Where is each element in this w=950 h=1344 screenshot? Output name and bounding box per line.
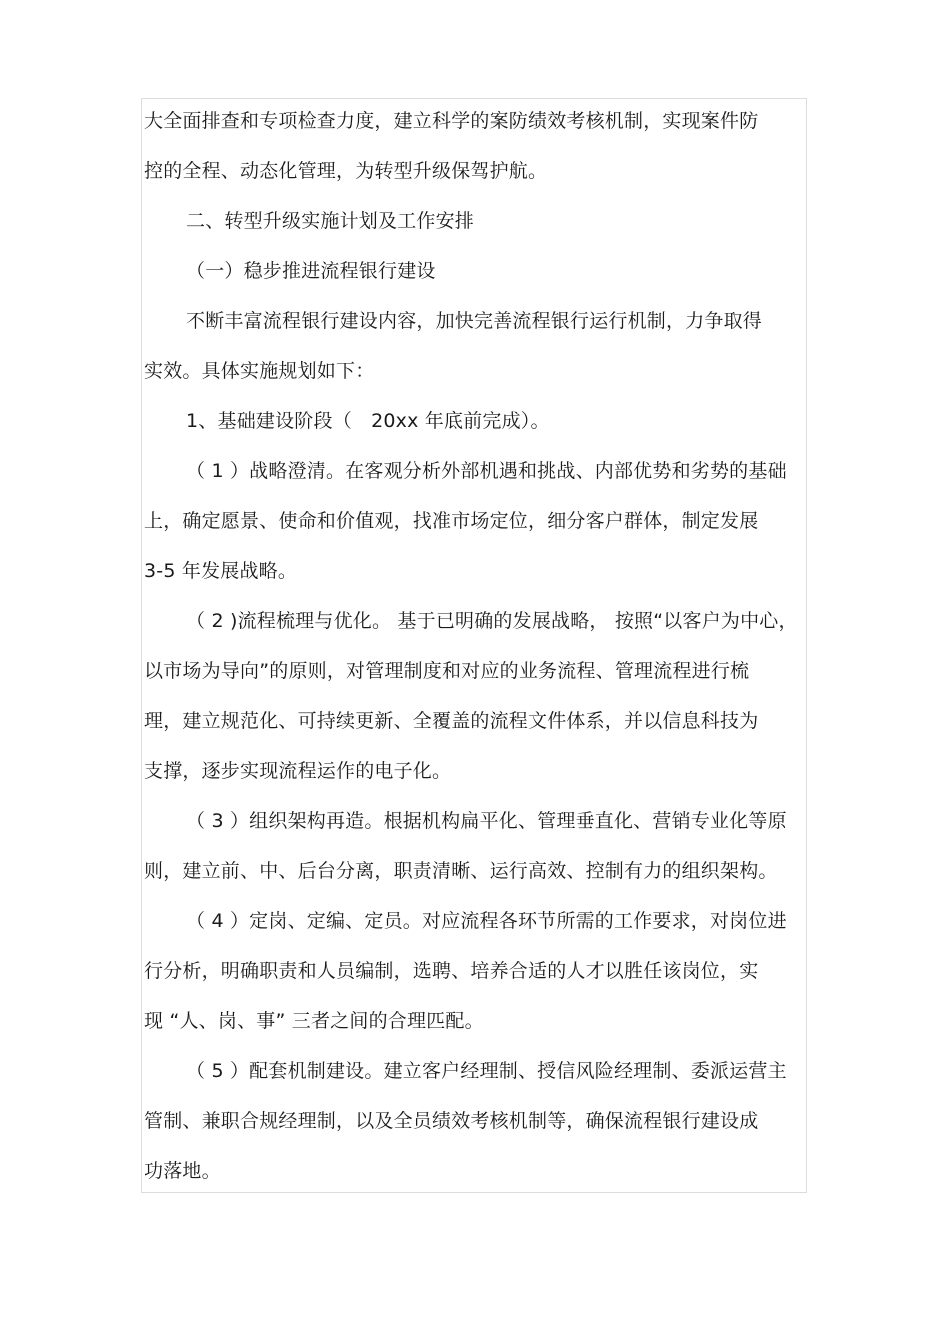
text-line: 管制、兼职合规经理制，以及全员绩效考核机制等，确保流程银行建设成 [144, 1110, 759, 1132]
text-line: 理，建立规范化、可持续更新、全覆盖的流程文件体系，并以信息科技为 [144, 710, 759, 732]
text-line: 行分析，明确职责和人员编制，选聘、培养合适的人才以胜任该岗位，实 [144, 960, 759, 982]
text-line: （ 1 ）战略澄清。在客观分析外部机遇和挑战、内部优势和劣势的基础 [186, 460, 787, 482]
text-line: 支撑，逐步实现流程运作的电子化。 [144, 760, 452, 782]
text-line: （ 3 ）组织架构再造。根据机构扁平化、管理垂直化、营销专业化等原 [186, 810, 787, 832]
stage-heading: 1、基础建设阶段（ 20xx 年底前完成）。 [186, 410, 550, 432]
text-line: 则，建立前、中、后台分离，职责清晰、运行高效、控制有力的组织架构。 [144, 860, 778, 882]
text-line: 现 “人、岗、事” 三者之间的合理匹配。 [144, 1010, 484, 1032]
text-line: 功落地。 [144, 1160, 221, 1182]
section-heading: 二、转型升级实施计划及工作安排 [186, 210, 475, 232]
text-line: 实效。具体实施规划如下： [144, 360, 375, 382]
text-line: 大全面排查和专项检查力度，建立科学的案防绩效考核机制，实现案件防 [144, 110, 759, 132]
text-line: 3-5 年发展战略。 [144, 560, 298, 582]
text-line: 控的全程、动态化管理，为转型升级保驾护航。 [144, 160, 548, 182]
text-line: 以市场为导向”的原则，对管理制度和对应的业务流程、管理流程进行梳 [144, 660, 750, 682]
text-line: 上，确定愿景、使命和价值观，找准市场定位，细分客户群体，制定发展 [144, 510, 759, 532]
text-line: （ 5 ）配套机制建设。建立客户经理制、授信风险经理制、委派运营主 [186, 1060, 787, 1082]
subsection-heading: （一）稳步推进流程银行建设 [186, 260, 436, 282]
text-line: （ 4 ）定岗、定编、定员。对应流程各环节所需的工作要求，对岗位进 [186, 910, 787, 932]
text-line: 不断丰富流程银行建设内容，加快完善流程银行运行机制，力争取得 [186, 310, 763, 332]
text-line: （ 2 )流程梳理与优化。 基于已明确的发展战略， 按照“以客户为中心， [186, 610, 798, 632]
